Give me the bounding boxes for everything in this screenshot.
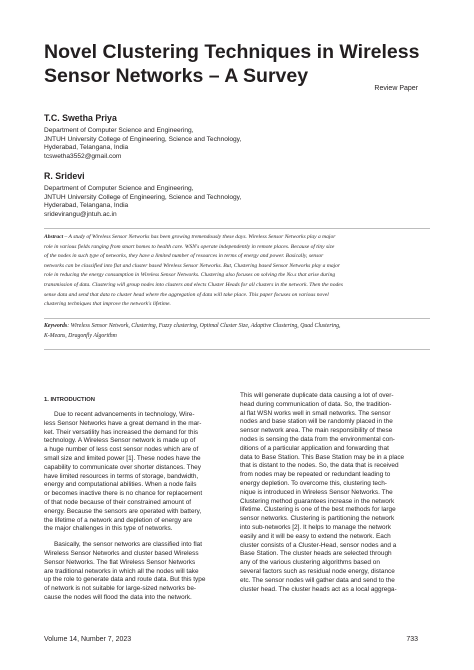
text-line: ditions of a particular application and forwarding that: [240, 444, 389, 452]
text-line: lifetime. Clustering is one of the best methods for large: [240, 506, 396, 514]
text-line: data to Base Station. This Base Station may be in a place: [240, 453, 405, 461]
author-name: R. Sridevi: [44, 171, 85, 181]
paragraph: [44, 411, 234, 534]
affiliation-line: Department of Computer Science and Engineering,: [44, 185, 194, 192]
text-line: al flat WSN works well in small networks. The sensor: [240, 409, 391, 417]
abstract-line: of the nodes in such type of networks, they have a limited number of resources in terms of energy and power. Basically, sensor: [44, 253, 324, 260]
abstract-label: Abstract: [44, 234, 64, 240]
text-line: energy. Because the sensors are operated with battery,: [44, 507, 202, 515]
text-line: This will generate duplicate data causing a lot of over-: [240, 392, 394, 399]
author-email: sridevirangu@jntuh.ac.in: [44, 210, 117, 218]
text-line: cluster consists of a Cluster-Head, sensor nodes and a: [240, 541, 397, 549]
text-line: ket. Their versatility has increased the demand for this: [44, 428, 199, 436]
text-line: less Sensor Networks have a great demand in the mar-: [44, 419, 202, 427]
text-line: Base Station. The cluster heads are selected through: [240, 550, 392, 558]
text-line: Due to recent advancements in technology, Wire-: [54, 411, 195, 418]
text-line: etc. The sensor nodes will gather data and send to the: [240, 576, 395, 584]
text-line: the lifetime of a network and depletion of energy are: [44, 516, 193, 524]
paragraph: [44, 541, 234, 603]
text-line: easily and it will be easy to extend the network. Each: [240, 532, 391, 540]
divider: [44, 318, 430, 319]
text-line: nodes and base station will be randomly placed in the: [240, 418, 393, 426]
author-block-2: [44, 170, 434, 219]
affiliation-line: Hyderabad, Telangana, India: [44, 144, 129, 152]
text-line: Clustering method guarantees increase in the network: [240, 497, 395, 505]
paper-type-label: Review Paper: [374, 85, 418, 92]
section-heading: 1. INTRODUCTION: [44, 397, 95, 403]
abstract-line: networks can be classified into flat and cluster based Wireless Sensor Networks. But, Clustering based Sensor Networks play a major: [44, 262, 341, 269]
text-line: capability to communicate over shorter distances. They: [44, 463, 201, 471]
keywords-line: : Wireless Sensor Network, Clustering, Fuzzy clustering, Optimal Cluster Size, Adaptive Clustering, Quad Clustering,: [67, 323, 341, 329]
text-line: sensor network area. The main responsibility of these: [240, 427, 393, 435]
abstract-line: sense data and send that data to cluster head where the aggregation of data will take place. This paper focuses on various novel: [44, 291, 329, 298]
text-line: cluster head. The cluster heads act as a local aggrega-: [240, 585, 397, 593]
left-column: [44, 396, 234, 610]
text-line: Basically, the sensor networks are classified into flat: [54, 541, 203, 549]
text-line: nodes is sensing the data from the environmental con-: [240, 435, 395, 443]
abstract-line: role in reducing the energy consumption in Wireless Sensor Networks. Clustering also focuses on solving the No.s that arise during: [44, 272, 336, 279]
keywords-line: K-Means, Dragonfly Algorithm: [44, 332, 117, 339]
text-line: small size and limited power [1]. These nodes have the: [44, 454, 201, 462]
paper-title: Novel Clustering Techniques in Wireless Sensor Networks – A Survey: [44, 41, 420, 87]
text-line: Sensor Networks. The flat Wireless Sensor Networks: [44, 558, 196, 566]
text-line: have limited resources in terms of storage, bandwidth,: [44, 472, 199, 480]
abstract-line: – A study of Wireless Sensor Networks has been growing tremendously these days. Wireless Sensor Networks play a major: [63, 234, 336, 240]
divider: [44, 349, 430, 350]
text-line: technology. A Wireless Sensor network is made up of: [44, 437, 196, 445]
affiliation-line: JNTUH University College of Engineering, Science and Technology,: [44, 193, 242, 201]
keywords-label: Keywords: [44, 323, 68, 329]
abstract: [44, 233, 430, 310]
paragraph: [240, 392, 430, 594]
abstract-line: transmission of data. Clustering will group nodes into clusters and elects Cluster Heads for all clusters in the network. Then the nodes: [44, 281, 343, 288]
text-line: energy depletion. To overcome this, clustering tech-: [240, 479, 387, 487]
text-line: a huge number of less cost sensor nodes which are of: [44, 446, 199, 454]
text-line: head during communication of data. So, the tradition-: [240, 400, 392, 408]
author-name: T.C. Swetha Priya: [44, 113, 117, 123]
text-line: the major challenges in this type of networks.: [44, 525, 173, 533]
affiliation-line: Department of Computer Science and Engineering,: [44, 127, 194, 134]
footer-volume: Volume 14, Number 7, 2023: [44, 636, 132, 643]
text-line: into sub-networks [2]. It helps to manage the network: [240, 523, 392, 531]
abstract-line: role in various fields ranging from smart homes to health care. WSN's operate independently in remote places. Because of tiny size: [44, 243, 335, 250]
right-column: [240, 392, 430, 601]
text-line: that is distant to the nodes. So, the data that is received: [240, 462, 399, 470]
divider: [44, 228, 430, 229]
author-block-1: [44, 112, 434, 161]
abstract-line: clustering techniques that improve the network's lifetime.: [44, 301, 171, 308]
text-line: energy and computational abilities. When a node fails: [44, 481, 197, 489]
author-email: tcswetha3552@gmail.com: [44, 152, 122, 160]
text-line: from nodes may be repeated or redundant leading to: [240, 471, 391, 479]
text-line: cause the nodes will flood the data into the network.: [44, 593, 192, 601]
affiliation-line: Hyderabad, Telangana, India: [44, 202, 129, 210]
text-line: Wireless Sensor Networks and cluster based Wireless: [44, 549, 199, 557]
keywords: [44, 322, 430, 341]
text-line: or becomes inactive there is no chance for replacement: [44, 490, 203, 498]
text-line: any of the various clustering algorithms based on: [240, 559, 380, 567]
text-line: sensor networks. Clustering is partitioning the network: [240, 515, 395, 523]
text-line: several factors such as residual node energy, distance: [240, 567, 395, 575]
affiliation-line: JNTUH University College of Engineering, Science and Technology,: [44, 135, 242, 143]
text-line: of network is not suitable for large-sized networks be-: [44, 585, 197, 593]
text-line: of that node because of their constrained amount of: [44, 498, 192, 506]
text-line: are traditional networks in which all the nodes will take: [44, 567, 199, 575]
text-line: nique is introduced in Wireless Sensor Networks. The: [240, 488, 393, 496]
text-line: up the role to generate data and route data. But this type: [44, 576, 206, 584]
footer-page-number: 733: [406, 636, 418, 643]
